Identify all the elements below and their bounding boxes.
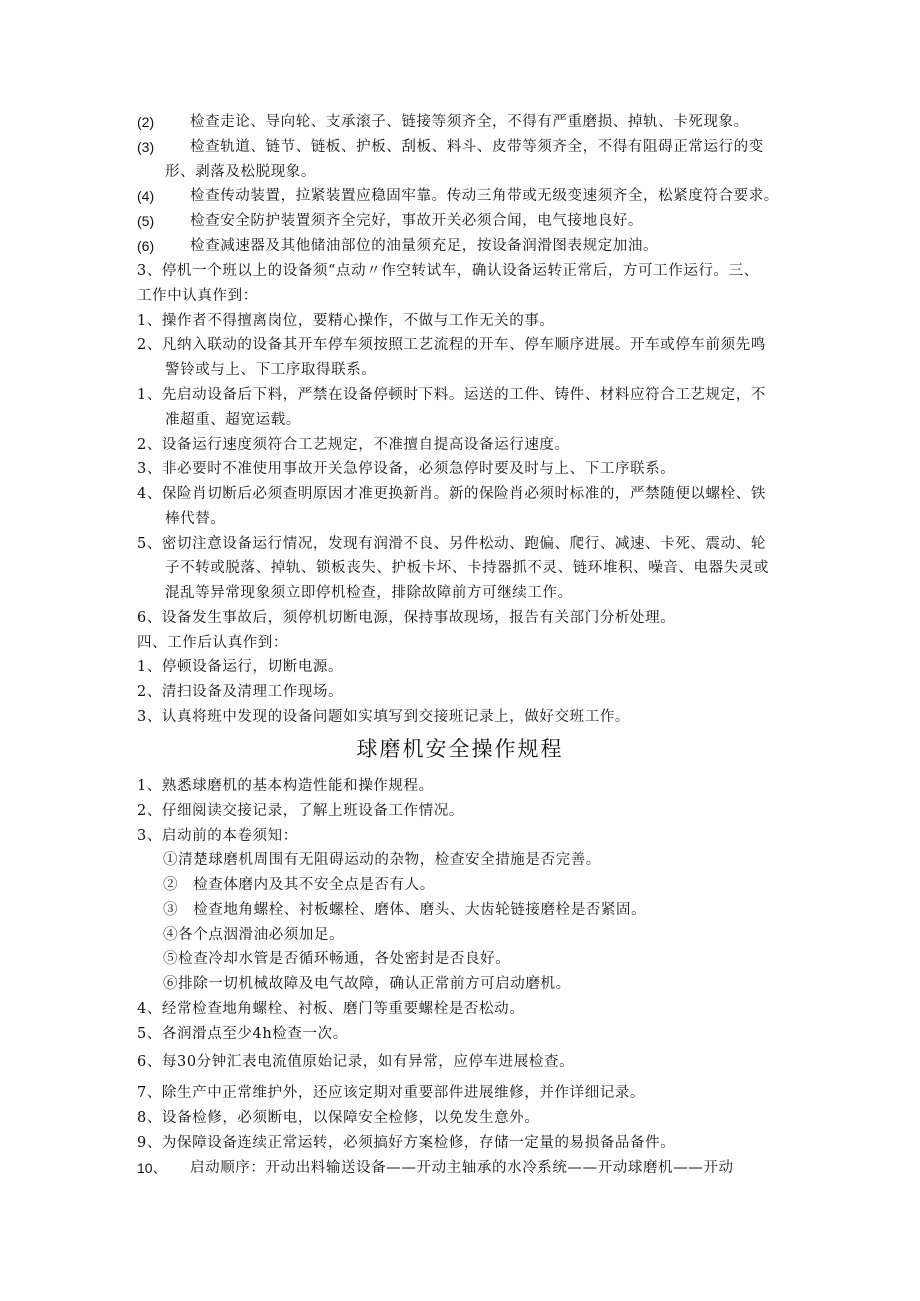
text-line (0, 848, 920, 872)
line-text: 6、每30分钟汇表电流值原始记录，如有异常，应停车进展检查。 (137, 1054, 575, 1070)
item-number: (6) (137, 238, 155, 254)
line-text: 1、停顿设备运行，切断电源。 (137, 659, 344, 675)
line-text: 2、仔细阅读交接记录，了解上班设备工作情况。 (137, 803, 464, 819)
text-line (0, 209, 920, 233)
text-line (0, 1050, 920, 1074)
text-line (0, 631, 920, 655)
item-number: 10、 (137, 1160, 167, 1176)
line-text: 1、熟悉球磨机的基本构造性能和操作规程。 (137, 778, 434, 794)
text-line (0, 259, 920, 283)
line-text: 四、工作后认真作到： (137, 635, 288, 651)
text-line (0, 680, 920, 704)
line-text: 2、设备运行速度须符合工艺规定，不准擅自提高设备运行速度。 (137, 437, 570, 453)
line-text: 混乱等异常现象须立即停机检查，排除故障前方可继续工作。 (165, 585, 573, 601)
section-title: 球磨机安全操作规程 (356, 737, 564, 761)
line-text: ⑥排除一切机械故障及电气故障，确认正常前方可启动磨机。 (163, 976, 571, 992)
line-text: 5、各润滑点至少4h检查一次。 (137, 1026, 348, 1042)
line-text: 1、操作者不得擅离岗位，要精心操作，不做与工作无关的事。 (137, 313, 555, 329)
text-line (0, 1131, 920, 1155)
text-line (0, 898, 920, 922)
line-text: 检查安全防护装置须齐全完好，事故开关必须合闻，电气接地良好。 (190, 213, 643, 229)
text-line (0, 135, 920, 159)
line-text: ③ 检查地角螺栓、衬板螺栓、磨体、磨头、大齿轮链接磨栓是否紧固。 (163, 902, 647, 918)
text-line (0, 873, 920, 897)
text-line (0, 383, 920, 407)
text-line (0, 774, 920, 798)
line-text: 准超重、超宽运载。 (165, 412, 301, 428)
line-text: 3、认真将班中发现的设备问题如实填写到交接班记录上，做好交班工作。 (137, 709, 631, 725)
line-text: 2、凡纳入联动的设备其开车停车须按照工艺流程的开车、停车顺序进展。开车或停车前须先鸣 (137, 337, 766, 353)
text-line (0, 1081, 920, 1105)
text-line (0, 110, 920, 134)
line-text: 4、保险肖切断后必须查明原因才准更换新肖。新的保险肖必须时标准的，严禁随便以螺栓、铁 (137, 486, 766, 502)
line-text: 工作中认真作到： (137, 288, 258, 304)
line-text: 警铃或与上、下工序取得联系。 (165, 362, 377, 378)
text-line (0, 824, 920, 848)
line-text: 6、设备发生事故后，须停机切断电源，保持事故现场，报告有关部门分析处理。 (137, 610, 676, 626)
line-text: 4、经常检查地角螺栓、衬板、磨门等重要螺栓是否松动。 (137, 1001, 525, 1017)
text-line (0, 184, 920, 208)
text-line (0, 581, 920, 605)
line-text: ④各个点洇滑油必须加足。 (163, 927, 345, 943)
line-text: 1、先启动设备后下料，严禁在设备停顿时下料。运送的工件、铸件、材料应符合工艺规定，不 (137, 387, 766, 403)
text-line (0, 309, 920, 333)
text-line (0, 457, 920, 481)
text-line (0, 606, 920, 630)
line-text: 棒代替。 (165, 511, 226, 527)
text-line (0, 972, 920, 996)
text-line (0, 655, 920, 679)
line-text: 9、为保障设备连续正常运转，必须搞好方案检修，存储一定量的易损备品备件。 (137, 1135, 676, 1151)
line-text: 检查轨道、链节、链板、护板、刮板、料斗、皮带等须齐全，不得有阻碍正常运行的变 (190, 139, 764, 155)
text-line (0, 532, 920, 556)
line-text: ⑤检查冷却水管是否循环畅通，各处密封是否良好。 (163, 951, 511, 967)
text-line (0, 1156, 920, 1180)
text-line (0, 358, 920, 382)
text-line (0, 234, 920, 258)
item-number: (5) (137, 213, 155, 229)
line-text: 检查走论、导向轮、支承滚子、链接等须齐全，不得有严重磨损、掉轨、卡死现象。 (190, 114, 749, 130)
text-line (0, 433, 920, 457)
text-line (0, 799, 920, 823)
line-text: 5、密切注意设备运行情况，发现有润滑不良、另件松动、跑偏、爬行、减速、卡死、震动、轮 (137, 536, 766, 552)
line-text: 3、启动前的本卷须知： (137, 828, 298, 844)
line-text: ①清楚球磨机周围有无阻碍运动的杂物，检查安全措施是否完善。 (163, 852, 601, 868)
text-line (0, 923, 920, 947)
text-line (0, 160, 920, 184)
text-line (0, 507, 920, 531)
text-line (0, 1022, 920, 1046)
line-text: 检查传动装置，拉紧装置应稳固牢靠。传动三角带或无级变速须齐全，松紧度符合要求。 (190, 188, 779, 204)
text-line (0, 705, 920, 729)
item-number: (3) (137, 139, 155, 155)
text-line (0, 333, 920, 357)
line-text: 3、停机一个班以上的设备须“点动〃作空转试车，确认设备运转正常后，方可工作运行。三、 (137, 263, 759, 279)
line-text: 3、非必要时不准使用事故开关急停设备，必须急停时要及时与上、下工序联系。 (137, 461, 676, 477)
text-line (0, 997, 920, 1021)
line-text: 2、清扫设备及清理工作现场。 (137, 684, 344, 700)
line-text: 形、剥落及松脱现象。 (165, 164, 316, 180)
line-text: 启动顺序：开动出料输送设备——开动主轴承的水冷系统——开动球磨机——开动 (190, 1160, 734, 1176)
text-line (0, 556, 920, 580)
item-number: (4) (137, 188, 155, 204)
text-line (0, 408, 920, 432)
item-number: (2) (137, 114, 155, 130)
text-line (0, 947, 920, 971)
line-text: 8、设备检修，必须断电，以保障安全检修，以免发生意外。 (137, 1110, 540, 1126)
text-line (0, 482, 920, 506)
line-text: 7、除生产中正常维护外，还应该定期对重要部件进展维修，并作详细记录。 (137, 1085, 646, 1101)
line-text: 检查减速器及其他储油部位的油量须充足，按设备润滑图表规定加油。 (190, 238, 659, 254)
text-line (0, 284, 920, 308)
line-text: 子不转或脱落、掉轨、锁板丧失、护板卡坏、卡持器抓不灵、链环堆积、噪音、电器失灵或 (165, 560, 769, 576)
line-text: ② 检查体磨内及其不安全点是否有人。 (163, 877, 435, 893)
text-line (0, 1106, 920, 1130)
